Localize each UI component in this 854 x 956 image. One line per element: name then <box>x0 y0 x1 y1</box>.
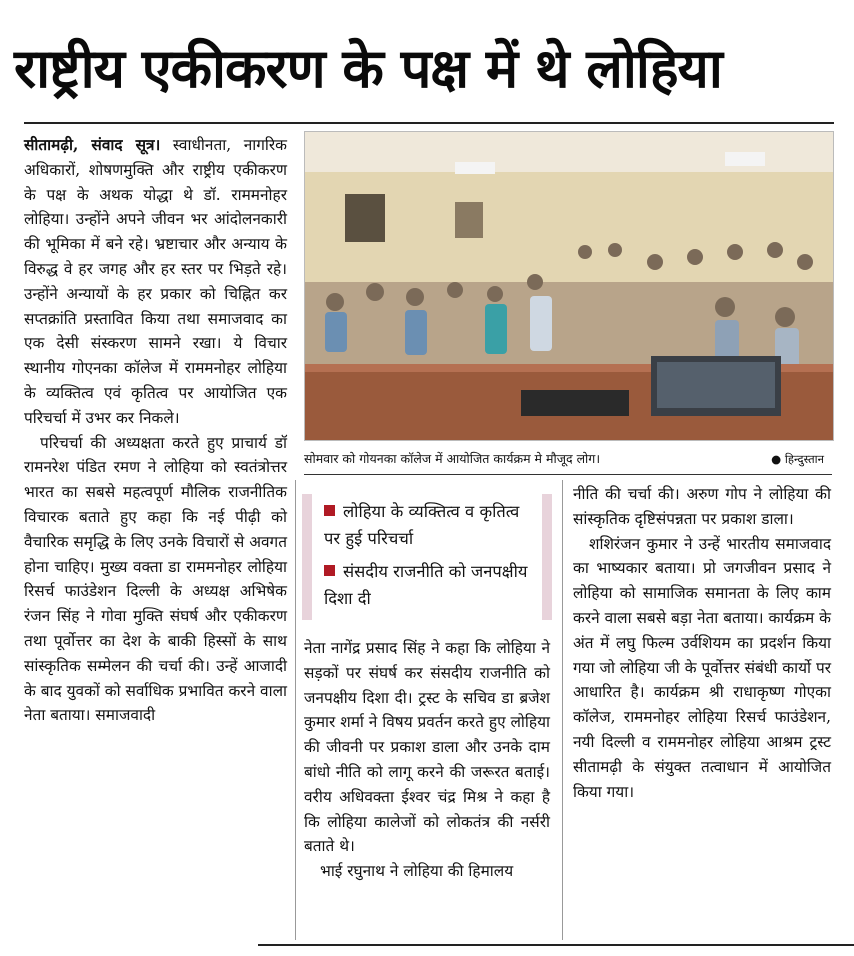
article-column-1 <box>24 133 287 728</box>
pullquote-box <box>302 494 552 620</box>
column1-text-1: स्वाधीनता, नागरिक अधिकारों, शोषणमुक्ति और राष्ट्रीय एकीकरण के पक्ष के अथक योद्धा थे डॉ. राममनोहर लोहिया। उन्होंने अपने जीवन भर आंदोलनकारी की भूमिका में बने रहे। भ्रष्टाचार और अन्याय के विरुद्ध वे हर जगह और हर स्तर पर भिड़ते रहे। उन्होंने अन्यायों के हर प्रकार को चिह्नित कर सप्तक्रांति प्रस्तावित किया तथा समाजवाद का एक देसी संस्करण सामने रखा। ये विचार स्थानीय गोएनका कॉलेज में राममनोहर लोहिया के व्यक्तित्व एवं कृतित्व पर आयोजित एक परिचर्चा में उभर कर निकले। <box>24 136 287 427</box>
bottom-rule <box>258 944 854 946</box>
headline-rule <box>24 122 834 124</box>
pullquote-item-2 <box>324 558 538 612</box>
dateline: सीतामढ़ी, संवाद सूत्र। <box>24 136 161 154</box>
pullquote-text-2: संसदीय राजनीति को जनपक्षीय दिशा दी <box>324 562 528 608</box>
seminar-hall-image <box>305 132 833 440</box>
event-photo <box>304 131 834 441</box>
column1-paragraph-2: परिचर्चा की अध्यक्षता करते हुए प्राचार्य डॉ रामनरेश पंडित रमण ने लोहिया को स्वतंत्रोत्तर भारत का सबसे महत्वपूर्ण मौलिक राजनीतिक विचारक बताते हुए कहा कि नई पीढ़ी को वैचारिक समृद्धि के लिए उनके विचारों से अवगत होना चाहिए। मुख्य वक्ता डा राममनोहर लोहिया रिसर्च फाउंडेशन दिल्ली के अध्यक्ष अभिषेक रंजन सिंह ने गोवा मुक्ति संघर्ष और एकीकरण तथा पूर्वोत्तर का देश के बाकी हिस्सों के साथ सांस्कृतिक सम्मेलन की चर्चा की। उन्हें आजादी के बाद युवकों को सर्वाधिक प्रभावित करने वाला नेता बताया। समाजवादी <box>24 433 287 725</box>
pullquote-bracket-left <box>302 494 312 620</box>
caption-text: सोमवार को गोयनका कॉलेज में आयोजित कार्यक्रम मे मौजूद लोग। <box>304 451 601 466</box>
column-divider <box>562 480 563 940</box>
headline: राष्ट्रीय एकीकरण के पक्ष में थे लोहिया <box>14 37 722 100</box>
square-bullet-icon <box>324 505 335 516</box>
article-column-3 <box>573 482 831 804</box>
pullquote-item-1 <box>324 498 538 552</box>
column-divider <box>295 480 296 940</box>
column2-paragraph-1: नेता नागेंद्र प्रसाद सिंह ने कहा कि लोहिया ने सड़कों पर संघर्ष कर संसदीय राजनीति को जनपक्षीय दिशा दी। ट्रस्ट के सचिव डा ब्रजेश कुमार शर्मा ने विषय प्रवर्तन करते हुए लोहिया की जीवनी पर प्रकाश डाला और उनके दाम बांधो नीति को लागू करने की जरूरत बताई। वरीय अधिवक्ता ईश्वर चंद्र मिश्र ने कहा है कि लोहिया कालेजों को लोकतंत्र की नर्सरी बताते थे। <box>304 639 550 856</box>
column3-paragraph-2: शशिरंजन कुमार ने उन्हें भारतीय समाजवाद का भाष्यकार बताया। प्रो जगजीवन प्रसाद ने लोहिया को सामाजिक समानता के लिए काम करने वाला सबसे बड़ा नेता बताया। कार्यक्रम के अंत में लघु फिल्म उर्वशियम का प्रदर्शन किया गया जो लोहिया जी के पूर्वोत्तर संबंधी कार्यो पर आधारित है। कार्यक्रम श्री राधाकृष्ण गोएका कॉलेज, राममनोहर लोहिया रिसर्च फाउंडेशन, नयी दिल्ली व राममनोहर लोहिया आश्रम ट्रस्ट सीतामढ़ी के संयुक्त तत्वाधान में आयोजित किया गया। <box>573 534 831 801</box>
column3-paragraph-1: नीति की चर्चा की। अरुण गोप ने लोहिया की सांस्कृतिक दृष्टिसंपन्नता पर प्रकाश डाला। <box>573 485 831 528</box>
column1-paragraph-1 <box>24 133 287 431</box>
pullquote-text-1: लोहिया के व्यक्तित्व व कृतित्व पर हुई परिचर्चा <box>324 502 520 548</box>
article-column-2 <box>304 636 550 884</box>
caption-rule <box>304 474 832 475</box>
photo-caption <box>304 446 832 472</box>
pullquote-bracket-right <box>542 494 552 620</box>
photo-credit: ● हिन्दुस्तान <box>771 452 824 466</box>
square-bullet-icon <box>324 565 335 576</box>
column2-paragraph-2: भाई रघुनाथ ने लोहिया की हिमालय <box>320 862 514 881</box>
